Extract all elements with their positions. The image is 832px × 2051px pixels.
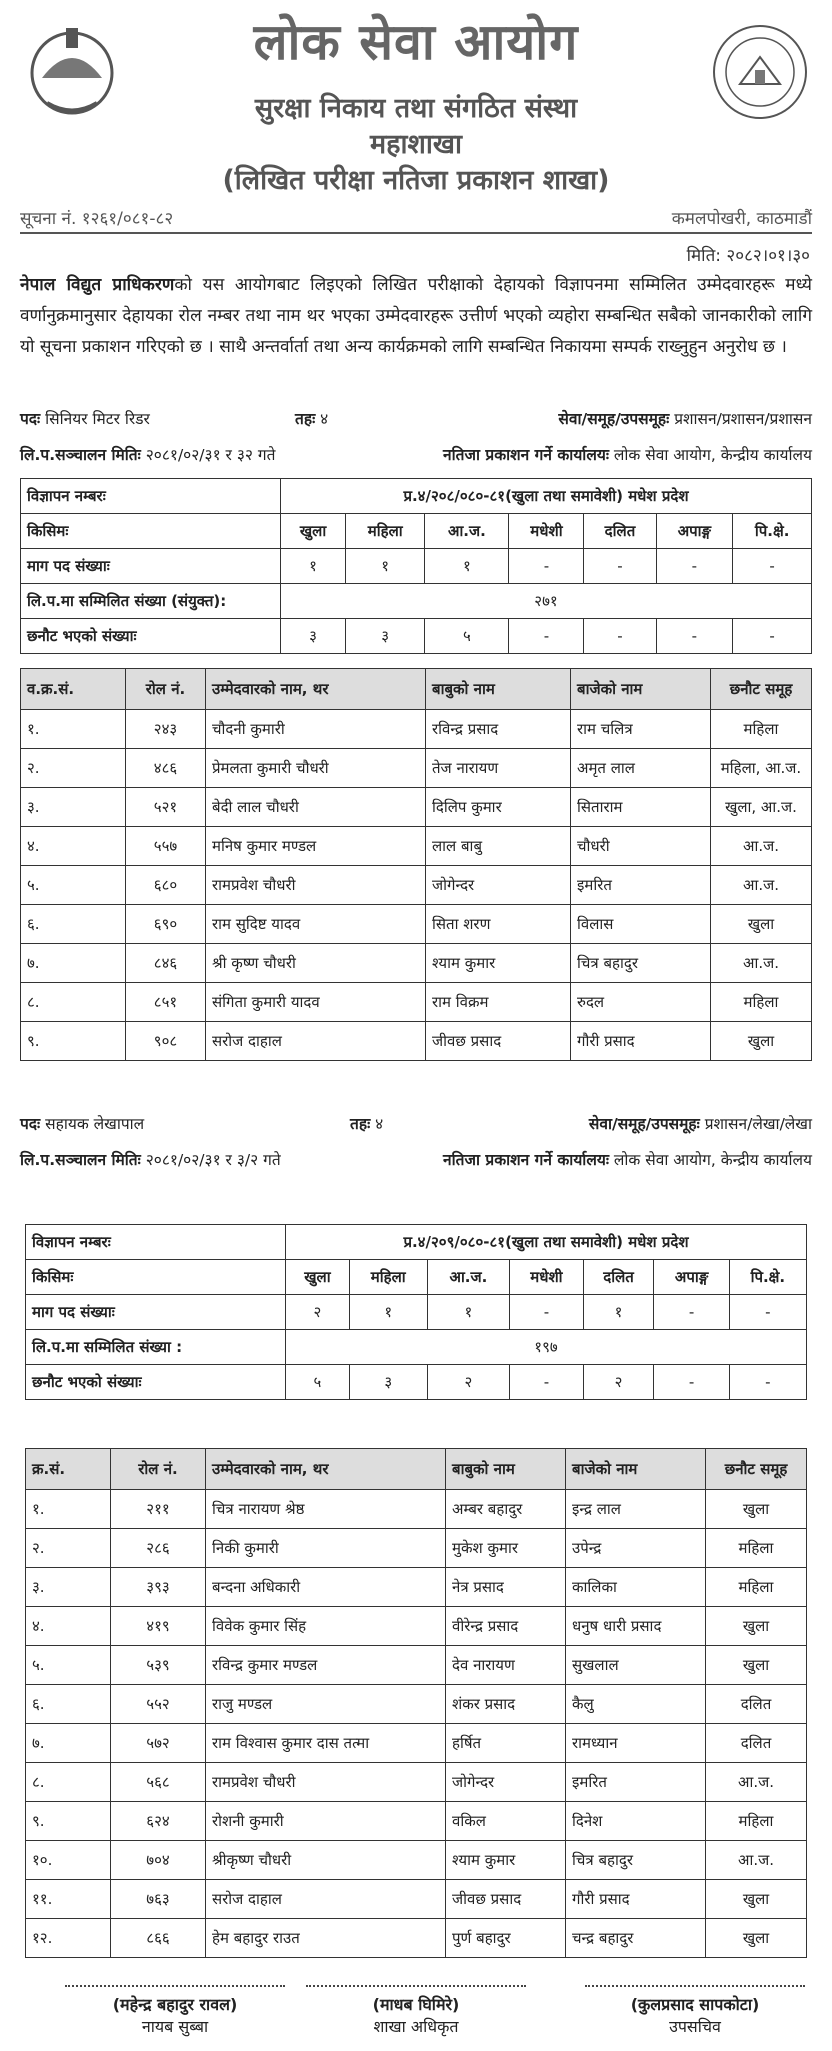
table-cell: ८. <box>21 983 126 1022</box>
table-cell: सरोज दाहाल <box>206 1022 426 1061</box>
table-cell: गौरी प्रसाद <box>566 1880 706 1919</box>
notice-bar <box>20 204 812 234</box>
table-row <box>21 710 812 749</box>
table-cell: रामप्रवेश चौधरी <box>206 1763 446 1802</box>
table-cell: रविन्द्र कुमार मण्डल <box>206 1646 446 1685</box>
table-cell: दिनेश <box>566 1802 706 1841</box>
table-cell: प्रेमलता कुमारी चौधरी <box>206 749 426 788</box>
table-cell: महिला <box>706 1568 807 1607</box>
office-location: कमलपोखरी, काठमाडौं <box>671 209 812 229</box>
results-header <box>26 1449 807 1490</box>
table-cell: जीवछ प्रसाद <box>446 1880 566 1919</box>
table-cell: इन्द्र लाल <box>566 1490 706 1529</box>
page-title: लोक सेवा आयोग <box>253 13 579 71</box>
table-cell: अमृत लाल <box>571 749 711 788</box>
results-table-2 <box>25 1448 807 1958</box>
service-label: सेवा/समूह/उपसमूहः <box>558 410 670 428</box>
table-cell: २११ <box>111 1490 206 1529</box>
exam-date-value: २०८१/०२/३१ र ३२ गते <box>145 446 276 464</box>
table-cell: श्याम कुमार <box>426 944 571 983</box>
table-cell: खुला <box>706 1490 807 1529</box>
table-cell: खुला <box>711 905 812 944</box>
table-row <box>21 1022 812 1061</box>
table-cell: ३. <box>21 788 126 827</box>
table-cell: आ.ज. <box>711 944 812 983</box>
table-cell: ३. <box>26 1568 111 1607</box>
table-cell: ३९३ <box>111 1568 206 1607</box>
table-row <box>26 1529 807 1568</box>
table-row <box>26 1880 807 1919</box>
adv-number: प्र.४/२०८/०८०-८१(खुला तथा समावेशी) मधेश प्रदेश <box>281 479 812 514</box>
table-cell: रुदल <box>571 983 711 1022</box>
exam-date-value: २०८१/०२/३१ र ३/२ गते <box>145 1151 281 1169</box>
column-header: बाजेको नाम <box>566 1449 706 1490</box>
table-cell: महिला <box>711 983 812 1022</box>
table-row <box>26 1568 807 1607</box>
table-row <box>26 1841 807 1880</box>
table-cell: ४. <box>21 827 126 866</box>
column-header: क्र.सं. <box>26 1449 111 1490</box>
table-cell: दिलिप कुमार <box>426 788 571 827</box>
intro-text: को यस आयोगबाट लिइएको लिखित परीक्षाको देहायको विज्ञापनमा सम्मिलित उम्मेदवारहरू मध्ये वर्णानुक्रमानुसार देहायका रोल नम्बर तथा नाम थर भएका उम्मेदवारहरू उत्तीर्ण भएको व्यहोरा सम्बन्धित सबैको जानकारीको लागि यो सूचना प्रकाशन गरिएको छ । साथै अन्तर्वार्ता तथा अन्य कार्यक्रमको लागि सम्बन्धित निकायमा सम्पर्क राख्नुहुन अनुरोध छ । <box>20 275 812 357</box>
table-cell: जोगेन्दर <box>426 866 571 905</box>
exam-date-label: लि.प.सञ्चालन मितिः <box>20 446 141 464</box>
section2-meta-line2: लि.प.सञ्चालन मितिः २०८१/०२/३१ र ३/२ गते नतिजा प्रकाशन गर्ने कार्यालयः लोक सेवा आयोग, केन्द्रीय कार्यालय <box>20 1151 812 1169</box>
post-value: सहायक लेखापाल <box>45 1115 145 1133</box>
notice-date: मिति: २०८२।०१।३० <box>686 246 810 266</box>
table-cell: चित्र बहादुर <box>566 1841 706 1880</box>
table-cell: ५६८ <box>111 1763 206 1802</box>
table-cell: खुला <box>706 1880 807 1919</box>
column-header: व.क्र.सं. <box>21 669 126 710</box>
adv-number: प्र.४/२०९/०८०-८१(खुला तथा समावेशी) मधेश प्रदेश <box>286 1225 807 1260</box>
table-cell: उपेन्द्र <box>566 1529 706 1568</box>
table-cell: खुला <box>706 1919 807 1958</box>
table-cell: श्री कृष्ण चौधरी <box>206 944 426 983</box>
table-row <box>26 1607 807 1646</box>
table-row <box>26 1685 807 1724</box>
table-cell: महिला, आ.ज. <box>711 749 812 788</box>
table-cell: ६८० <box>126 866 206 905</box>
office-value: लोक सेवा आयोग, केन्द्रीय कार्यालय <box>613 446 812 464</box>
results-header <box>21 669 812 710</box>
table-cell: शंकर प्रसाद <box>446 1685 566 1724</box>
table-cell: ४. <box>26 1607 111 1646</box>
signature-1: (महेन्द्र बहादुर रावल) नायब सुब्बा <box>65 1985 285 2037</box>
table-cell: ९. <box>21 1022 126 1061</box>
table-cell: खुला <box>706 1646 807 1685</box>
table-cell: विलास <box>571 905 711 944</box>
intro-paragraph <box>20 270 812 363</box>
column-header: रोल नं. <box>126 669 206 710</box>
table-cell: जीवछ प्रसाद <box>426 1022 571 1061</box>
level-label: तहः <box>295 410 316 428</box>
table-cell: ४१९ <box>111 1607 206 1646</box>
column-header: रोल नं. <box>111 1449 206 1490</box>
table-cell: देव नारायण <box>446 1646 566 1685</box>
table-cell: चन्द्र बहादुर <box>566 1919 706 1958</box>
post-label: पदः <box>20 410 41 428</box>
table-cell: राम चलित्र <box>571 710 711 749</box>
table-row <box>21 866 812 905</box>
table-cell: ८६६ <box>111 1919 206 1958</box>
advertisement-table-1 <box>20 478 812 654</box>
table-cell: कैलु <box>566 1685 706 1724</box>
included-row: लि.प.मा सम्मिलित संख्या (संयुक्त): २७१ <box>21 584 812 619</box>
section-name: (लिखित परीक्षा नतिजा प्रकाशन शाखा) <box>222 165 610 196</box>
table-cell: सरोज दाहाल <box>206 1880 446 1919</box>
table-cell: पुर्ण बहादुर <box>446 1919 566 1958</box>
table-cell: २४३ <box>126 710 206 749</box>
column-header: छनौट समूह <box>711 669 812 710</box>
types-row: किसिमः खुला महिला आ.ज. मधेशी दलित अपाङ्ग पि.क्षे. <box>21 514 812 549</box>
table-row <box>21 983 812 1022</box>
division-name: सुरक्षा निकाय तथा संगठित संस्था <box>254 93 578 124</box>
table-cell: २. <box>21 749 126 788</box>
table-cell: ९. <box>26 1802 111 1841</box>
table-cell: ८४६ <box>126 944 206 983</box>
service-value: प्रशासन/प्रशासन/प्रशासन <box>674 410 812 428</box>
table-cell: मुकेश कुमार <box>446 1529 566 1568</box>
table-row <box>21 788 812 827</box>
service-value: प्रशासन/लेखा/लेखा <box>704 1115 812 1133</box>
table-cell: २८६ <box>111 1529 206 1568</box>
table-row <box>21 749 812 788</box>
table-cell: चित्र बहादुर <box>571 944 711 983</box>
table-cell: खुला <box>711 1022 812 1061</box>
table-row <box>21 905 812 944</box>
table-cell: अम्बर बहादुर <box>446 1490 566 1529</box>
table-cell: राजु मण्डल <box>206 1685 446 1724</box>
organization-name: नेपाल विद्युत प्राधिकरण <box>20 275 175 295</box>
table-cell: इमरित <box>566 1763 706 1802</box>
column-header: उम्मेदवारको नाम, थर <box>206 669 426 710</box>
table-cell: ७. <box>21 944 126 983</box>
table-cell: वीरेन्द्र प्रसाद <box>446 1607 566 1646</box>
results-table-1 <box>20 668 812 1061</box>
table-cell: रामध्यान <box>566 1724 706 1763</box>
table-cell: कालिका <box>566 1568 706 1607</box>
table-cell: ६. <box>26 1685 111 1724</box>
table-cell: मनिष कुमार मण्डल <box>206 827 426 866</box>
signatures <box>20 1985 812 2045</box>
table-cell: १२. <box>26 1919 111 1958</box>
table-cell: बेदी लाल चौधरी <box>206 788 426 827</box>
table-row <box>26 1919 807 1958</box>
table-cell: दलित <box>706 1685 807 1724</box>
table-cell: ५३९ <box>111 1646 206 1685</box>
post-value: सिनियर मिटर रिडर <box>45 410 150 428</box>
demand-row: माग पद संख्याः १ १ १ - - - - <box>21 549 812 584</box>
table-cell: आ.ज. <box>706 1841 807 1880</box>
table-cell: ६२४ <box>111 1802 206 1841</box>
selected-row: छनौट भएको संख्याः ५ ३ २ - २ - - <box>26 1365 807 1400</box>
table-cell: श्याम कुमार <box>446 1841 566 1880</box>
demand-row: माग पद संख्याः २ १ १ - १ - - <box>26 1295 807 1330</box>
table-cell: राम विक्रम <box>426 983 571 1022</box>
table-cell: आ.ज. <box>706 1763 807 1802</box>
table-cell: चौदनी कुमारी <box>206 710 426 749</box>
table-cell: गौरी प्रसाद <box>571 1022 711 1061</box>
table-cell: ८५१ <box>126 983 206 1022</box>
table-cell: निकी कुमारी <box>206 1529 446 1568</box>
table-cell: विवेक कुमार सिंह <box>206 1607 446 1646</box>
table-row <box>21 944 812 983</box>
column-header: बाबुको नाम <box>446 1449 566 1490</box>
table-cell: ५. <box>26 1646 111 1685</box>
column-header: उम्मेदवारको नाम, थर <box>206 1449 446 1490</box>
included-row: लि.प.मा सम्मिलित संख्या : १९७ <box>26 1330 807 1365</box>
table-row <box>26 1802 807 1841</box>
table-cell: श्रीकृष्ण चौधरी <box>206 1841 446 1880</box>
table-cell: ९०८ <box>126 1022 206 1061</box>
table-cell: राम विश्वास कुमार दास तत्मा <box>206 1724 446 1763</box>
notice-number: सूचना नं. १२६१/०८१-८२ <box>20 209 174 229</box>
table-cell: ५२१ <box>126 788 206 827</box>
table-cell: ११. <box>26 1880 111 1919</box>
table-cell: रविन्द्र प्रसाद <box>426 710 571 749</box>
table-cell: हर्षित <box>446 1724 566 1763</box>
table-cell: दलित <box>706 1724 807 1763</box>
advertisement-table-2: विज्ञापन नम्बरः प्र.४/२०९/०८०-८१(खुला तथा समावेशी) मधेश प्रदेश किसिमः खुला महिला आ.ज. मधेशी दलित अपाङ्ग पि.क्षे. माग पद संख्याः २ १ १ - १ - - लि.प.मा सम्मिलित संख्या : १९७ छनौट भएको संख्याः ५ ३ २ - २ - - <box>25 1224 807 1400</box>
table-cell: ४८६ <box>126 749 206 788</box>
section1-meta-line2 <box>20 443 812 469</box>
table-cell: वकिल <box>446 1802 566 1841</box>
table-cell: जोगेन्दर <box>446 1763 566 1802</box>
table-cell: १. <box>26 1490 111 1529</box>
table-cell: बन्दना अधिकारी <box>206 1568 446 1607</box>
table-cell: राम सुदिष्ट यादव <box>206 905 426 944</box>
table-cell: इमरित <box>571 866 711 905</box>
table-cell: सिता शरण <box>426 905 571 944</box>
signature-2: (माधब घिमिरे) शाखा अधिकृत <box>306 1985 526 2037</box>
adv-label: विज्ञापन नम्बरः <box>21 479 281 514</box>
section1-meta-line1 <box>20 407 812 433</box>
table-row <box>26 1646 807 1685</box>
table-row <box>26 1763 807 1802</box>
table-cell: ७०४ <box>111 1841 206 1880</box>
table-cell: आ.ज. <box>711 827 812 866</box>
types-row: किसिमः खुला महिला आ.ज. मधेशी दलित अपाङ्ग पि.क्षे. <box>26 1260 807 1295</box>
commission-seal-icon <box>710 22 810 122</box>
office-value: लोक सेवा आयोग, केन्द्रीय कार्यालय <box>613 1151 812 1169</box>
table-cell: चित्र नारायण श्रेष्ठ <box>206 1490 446 1529</box>
table-cell: ७६३ <box>111 1880 206 1919</box>
selected-row: छनौट भएको संख्याः ३ ३ ५ - - - - <box>21 619 812 654</box>
table-cell: सुखलाल <box>566 1646 706 1685</box>
table-cell: आ.ज. <box>711 866 812 905</box>
table-cell: सिताराम <box>571 788 711 827</box>
table-cell: महिला <box>711 710 812 749</box>
section2-meta-line1: पदः सहायक लेखापाल तहः ४ सेवा/समूह/उपसमूहः प्रशासन/लेखा/लेखा <box>20 1115 812 1133</box>
table-cell: ५. <box>21 866 126 905</box>
table-cell: नेत्र प्रसाद <box>446 1568 566 1607</box>
table-cell: १. <box>21 710 126 749</box>
table-cell: ५७२ <box>111 1724 206 1763</box>
table-cell: तेज नारायण <box>426 749 571 788</box>
table-cell: १०. <box>26 1841 111 1880</box>
column-header: बाबुको नाम <box>426 669 571 710</box>
table-cell: खुला <box>706 1607 807 1646</box>
table-cell: खुला, आ.ज. <box>711 788 812 827</box>
signature-3: (कुलप्रसाद सापकोटा) उपसचिव <box>585 1985 805 2037</box>
table-row <box>21 827 812 866</box>
table-cell: ५५७ <box>126 827 206 866</box>
table-cell: महिला <box>706 1529 807 1568</box>
table-cell: हेम बहादुर राउत <box>206 1919 446 1958</box>
table-row <box>26 1490 807 1529</box>
division-sub: महाशाखा <box>370 129 462 160</box>
level-value: ४ <box>320 410 329 428</box>
table-cell: २. <box>26 1529 111 1568</box>
table-cell: चौधरी <box>571 827 711 866</box>
table-cell: ८. <box>26 1763 111 1802</box>
table-cell: लाल बाबु <box>426 827 571 866</box>
header <box>0 0 832 205</box>
column-header: छनौट समूह <box>706 1449 807 1490</box>
table-cell: महिला <box>706 1802 807 1841</box>
office-label: नतिजा प्रकाशन गर्ने कार्यालयः <box>443 446 609 464</box>
table-cell: ६९० <box>126 905 206 944</box>
table-cell: धनुष धारी प्रसाद <box>566 1607 706 1646</box>
level-value: ४ <box>375 1115 384 1133</box>
table-cell: रोशनी कुमारी <box>206 1802 446 1841</box>
table-cell: ७. <box>26 1724 111 1763</box>
table-cell: ६. <box>21 905 126 944</box>
table-cell: संगिता कुमारी यादव <box>206 983 426 1022</box>
table-cell: ५५२ <box>111 1685 206 1724</box>
table-row <box>26 1724 807 1763</box>
column-header: बाजेको नाम <box>571 669 711 710</box>
table-cell: रामप्रवेश चौधरी <box>206 866 426 905</box>
